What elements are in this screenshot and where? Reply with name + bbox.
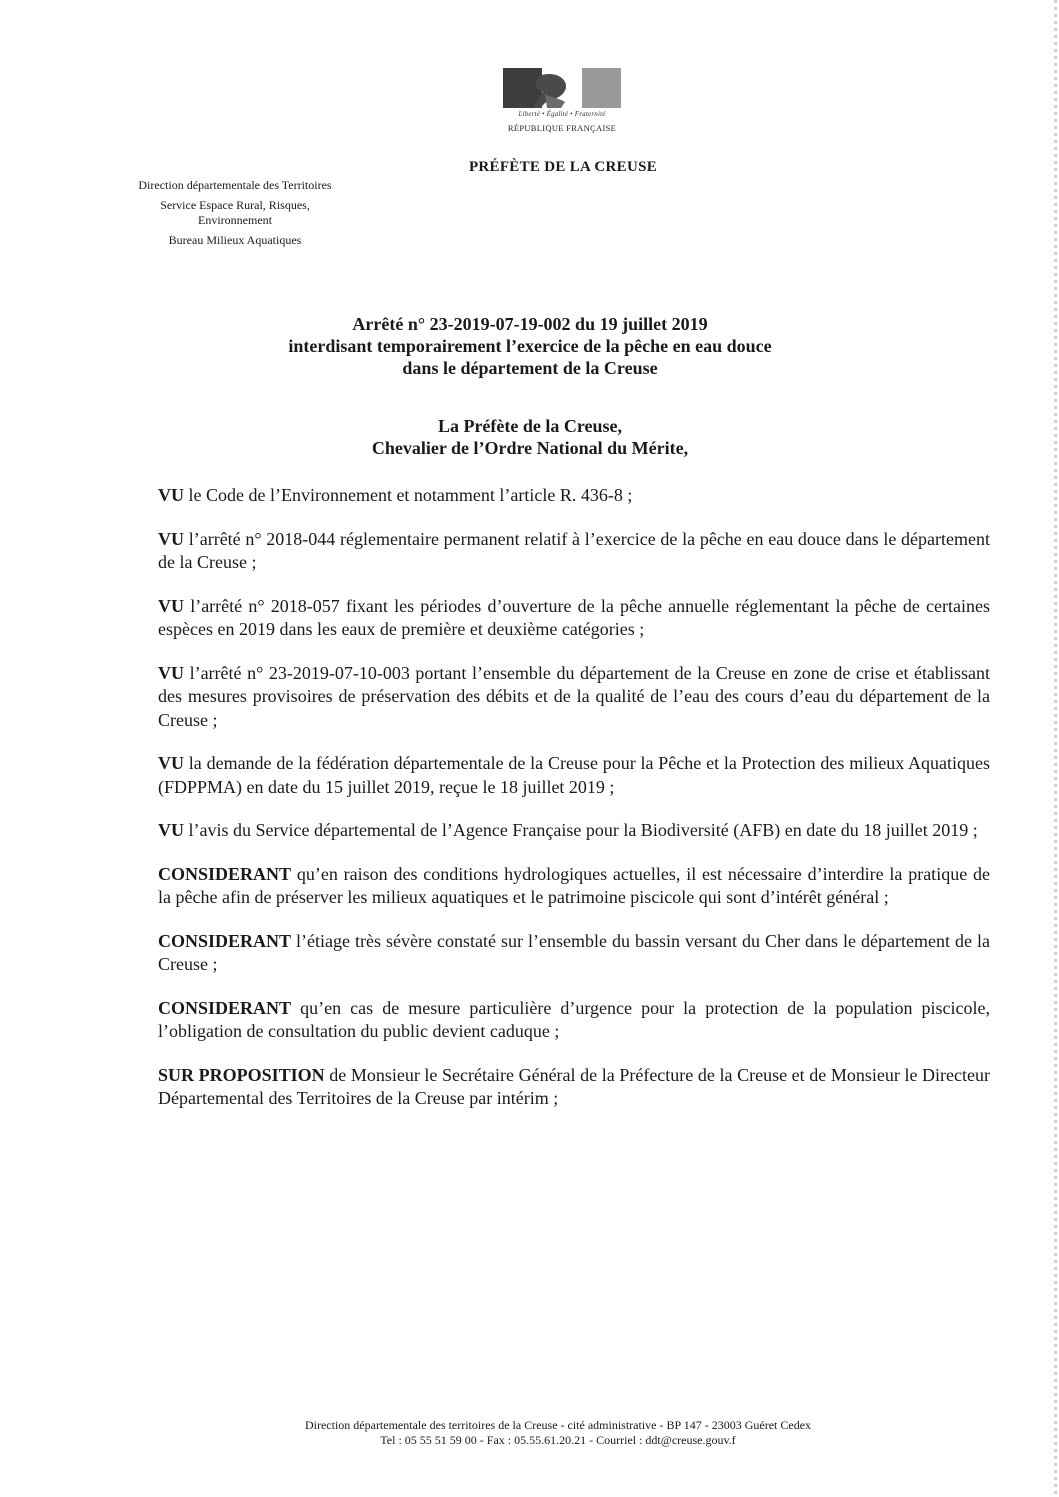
footer-line: Direction départementale des territoires de la Creuse - cité administrative - BP 147 - 23003 Guéret Cedex (304, 1418, 812, 1432)
paragraph-text: l’arrêté n° 2018-044 réglementaire permanent relatif à l’exercice de la pêche en eau douce dans le département de la Creuse ; (158, 528, 990, 572)
paragraph-text: qu’en cas de mesure particulière d’urgence pour la protection de la population piscicole, l’obligation de consultation du public devient caduque ; (158, 997, 990, 1041)
page-footer (200, 1418, 916, 1448)
footer-line: Tel : 05 55 51 59 00 - Fax : 05.55.61.20.21 - Courriel : ddt@creuse.gouv.f (380, 1433, 736, 1447)
paragraph (158, 595, 990, 642)
service-line: Bureau Milieux Aquatiques (168, 233, 302, 247)
paragraph-text: le Code de l’Environnement et notamment l’article R. 436-8 ; (184, 485, 633, 505)
title-line: dans le département de la Creuse (402, 358, 658, 378)
paragraph-lead: VU (158, 528, 184, 549)
title-line: interdisant temporairement l’exercice de la pêche en eau douce (288, 336, 772, 356)
paragraph-lead: CONSIDERANT (158, 997, 292, 1018)
paragraph-text: l’avis du Service départemental de l’Agence Française pour la Biodiversité (AFB) en date du 18 juillet 2019 ; (184, 820, 978, 840)
paragraph-text: l’arrêté n° 2018-057 fixant les périodes d’ouverture de la pêche annuelle réglementant la pêche de certaines espèces en 2019 dans les eaux de première et deuxième catégories ; (158, 595, 990, 639)
paragraph (158, 528, 990, 575)
title-line: Arrêté n° 23-2019-07-19-002 du 19 juillet 2019 (352, 314, 708, 334)
authority-line: La Préfète de la Creuse, (437, 416, 623, 436)
paragraph-text: qu’en raison des conditions hydrologiques actuelles, il est nécessaire d’interdire la pratique de la pêche afin de préserver les milieux aquatiques et le patrimoine piscicole qui sont d’intérêt général ; (158, 863, 990, 907)
service-line: Direction départementale des Territoires (138, 178, 332, 192)
service-block (130, 178, 340, 253)
paragraph-text: l’arrêté n° 23-2019-07-10-003 portant l’ensemble du département de la Creuse en zone de crise et établissant des mesures provisoires de préservation des débits et de la qualité de l’eau des cours d’eau du département de la Creuse ; (158, 662, 990, 730)
paragraph-text: de Monsieur le Secrétaire Général de la Préfecture de la Creuse et de Monsieur le Directeur Départemental des Territoires de la Creuse par intérim ; (158, 1064, 990, 1108)
authority-line: Chevalier de l’Ordre National du Mérite, (371, 438, 689, 458)
prefecture-heading: PRÉFÈTE DE LA CREUSE (468, 159, 658, 175)
paragraph (158, 752, 990, 799)
service-line: Service Espace Rural, Risques, Environnement (160, 198, 310, 227)
paragraph-lead: VU (158, 595, 184, 616)
authority-block (160, 415, 900, 459)
paragraph-lead: CONSIDERANT (158, 930, 292, 951)
scan-edge (1054, 0, 1057, 1497)
republic-label: RÉPUBLIQUE FRANÇAISE (507, 123, 617, 133)
paragraph-lead: VU (158, 820, 184, 840)
paragraph-lead: VU (158, 485, 184, 505)
paragraph (158, 863, 990, 910)
marianne-icon (503, 68, 621, 110)
paragraph-text: la demande de la fédération départementale de la Creuse pour la Pêche et la Protection des milieux Aquatiques (FDPPMA) en date du 15 juillet 2019, reçue le 18 juillet 2019 ; (158, 753, 990, 797)
paragraph (158, 662, 990, 733)
paragraph-lead: CONSIDERANT (158, 863, 292, 884)
motto: Liberté • Égalité • Fraternité (518, 110, 606, 118)
paragraph-text: l’étiage très sévère constaté sur l’ensemble du bassin versant du Cher dans le département de la Creuse ; (158, 930, 990, 974)
paragraph-lead: VU (158, 662, 184, 683)
paragraph-lead: SUR PROPOSITION (158, 1064, 325, 1085)
paragraph (158, 1064, 990, 1111)
document-title (160, 313, 900, 379)
document-body (158, 484, 990, 1131)
paragraph (158, 997, 990, 1044)
paragraph (158, 484, 990, 508)
paragraph-lead: VU (158, 753, 184, 773)
paragraph (158, 819, 990, 843)
paragraph (158, 930, 990, 977)
